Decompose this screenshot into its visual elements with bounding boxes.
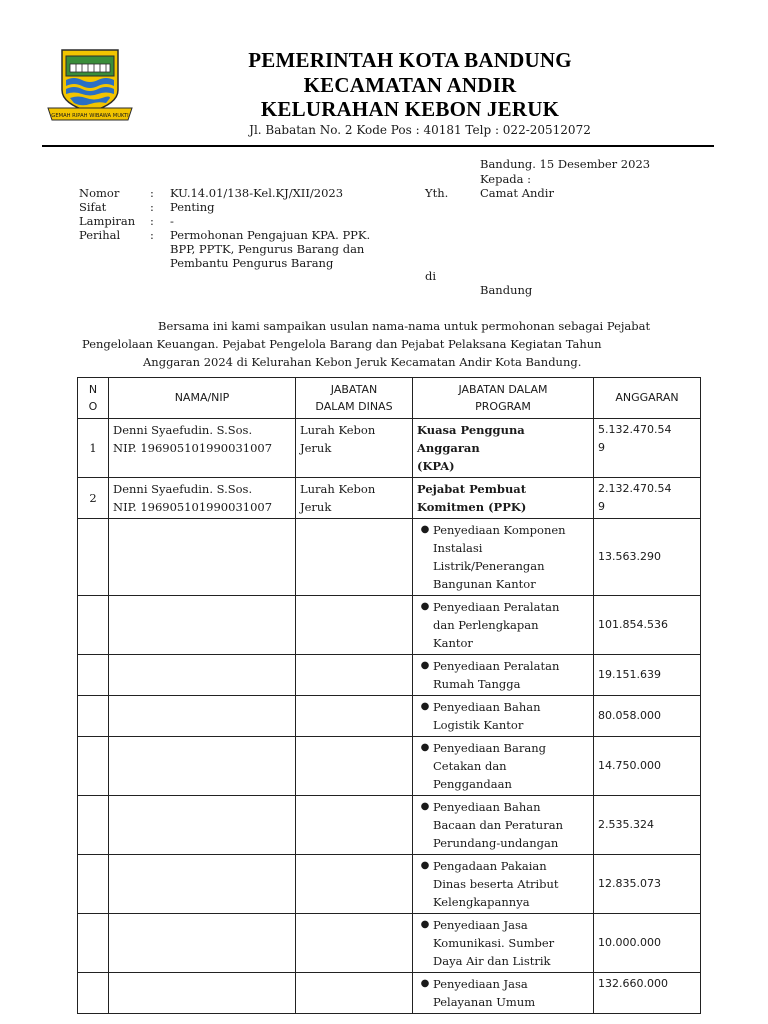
activity-line: Penyediaan Peralatan <box>433 659 560 673</box>
anggaran-line1: 5.132.470.54 <box>598 423 672 436</box>
program-line2: Komitmen (PPK) <box>417 500 527 514</box>
activity-line: Pengadaan Pakaian <box>433 859 547 873</box>
field-colon: : <box>150 200 154 214</box>
table-header-row <box>78 378 701 419</box>
activity-line: Perundang-undangan <box>433 836 559 850</box>
activity-amount: 13.563.290 <box>594 519 701 596</box>
bullet-icon: ● <box>420 701 430 712</box>
row-nama <box>109 419 296 478</box>
official-nip: NIP. 196905101990031007 <box>113 500 273 514</box>
activity-line: Kantor <box>433 636 473 650</box>
table-row <box>78 519 701 596</box>
activity-cell <box>413 519 594 596</box>
col-header-nama: NAMA/NIP <box>109 378 296 419</box>
field-value-perihal-line3: Pembantu Pengurus Barang <box>170 256 334 270</box>
activity-amount: 2.535.324 <box>594 796 701 855</box>
di-label: di <box>425 269 437 283</box>
official-nip: NIP. 196905101990031007 <box>113 441 273 455</box>
anggaran-line2: 9 <box>598 441 605 454</box>
activity-cell <box>413 796 594 855</box>
field-label-nomor: Nomor <box>79 186 120 200</box>
col-header-no-line1: N <box>88 383 98 396</box>
activity-cell <box>413 696 594 737</box>
activity-line: Penyediaan Jasa <box>433 977 528 991</box>
activity-line: Listrik/Penerangan <box>433 559 545 573</box>
table-row <box>78 855 701 914</box>
bullet-icon: ● <box>420 524 430 535</box>
header-district: KECAMATAN ANDIR <box>303 73 517 97</box>
row-nama <box>109 478 296 519</box>
activity-line: dan Perlengkapan <box>433 618 539 632</box>
row-no: 1 <box>78 419 109 478</box>
activity-amount: 19.151.639 <box>594 655 701 696</box>
table-row <box>78 655 701 696</box>
field-colon: : <box>150 228 154 242</box>
anggaran-line2: 9 <box>598 500 605 513</box>
activity-cell <box>413 655 594 696</box>
bandung-city-emblem-icon <box>44 46 136 124</box>
activity-cell <box>413 855 594 914</box>
field-label-lampiran: Lampiran <box>79 214 136 228</box>
activity-line: Bangunan Kantor <box>433 577 536 591</box>
header-village: KELURAHAN KEBON JERUK <box>260 97 560 121</box>
bullet-icon: ● <box>420 919 430 930</box>
col-header-anggaran: ANGGARAN <box>594 378 701 419</box>
field-value-sifat: Penting <box>170 200 215 214</box>
field-label-sifat: Sifat <box>79 200 107 214</box>
row-jabatan <box>296 419 413 478</box>
activity-line: Penyediaan Komponen <box>433 523 566 537</box>
activity-line: Penyediaan Bahan <box>433 700 541 714</box>
col-header-jabatan-line1: JABATAN <box>330 383 378 396</box>
activity-cell <box>413 596 594 655</box>
activity-line: Penyediaan Barang <box>433 741 546 755</box>
row-anggaran <box>594 419 701 478</box>
jabatan-line2: Jeruk <box>300 441 332 455</box>
jabatan-line2: Jeruk <box>300 500 332 514</box>
allocation-table <box>77 377 701 1014</box>
field-value-perihal-line2: BPP, PPTK, Pengurus Barang dan <box>170 242 365 256</box>
bullet-icon: ● <box>420 601 430 612</box>
recipient-city: Bandung <box>480 283 533 297</box>
official-name: Denni Syaefudin. S.Sos. <box>113 423 253 437</box>
official-name: Denni Syaefudin. S.Sos. <box>113 482 253 496</box>
program-line2: (KPA) <box>417 459 455 473</box>
jabatan-line1: Lurah Kebon <box>300 482 376 496</box>
table-row <box>78 419 701 478</box>
header-address: Jl. Babatan No. 2 Kode Pos : 40181 Telp : 022-20512072 <box>249 123 591 137</box>
bullet-icon: ● <box>420 801 430 812</box>
body-paragraph-line2: Pengelolaan Keuangan. Pejabat Pengelola Barang dan Pejabat Pelaksana Kegiatan Tahun <box>82 337 602 351</box>
header-government: PEMERINTAH KOTA BANDUNG <box>248 48 572 72</box>
col-header-program-line2: PROGRAM <box>475 400 531 413</box>
col-header-no-line2: O <box>88 400 98 413</box>
activity-line: Rumah Tangga <box>433 677 521 691</box>
row-jabatan <box>296 478 413 519</box>
activity-line: Cetakan dan <box>433 759 507 773</box>
field-colon: : <box>150 186 154 200</box>
activity-line: Daya Air dan Listrik <box>433 954 551 968</box>
table-row <box>78 796 701 855</box>
activity-line: Dinas beserta Atribut <box>433 877 559 891</box>
activity-amount: 101.854.536 <box>594 596 701 655</box>
activity-line: Penggandaan <box>433 777 512 791</box>
activity-line: Penyediaan Peralatan <box>433 600 560 614</box>
table-row <box>78 973 701 1014</box>
col-header-program-line1: JABATAN DALAM <box>458 383 548 396</box>
program-line1: Kuasa Pengguna Anggaran <box>417 423 525 455</box>
activity-line: Bacaan dan Peraturan <box>433 818 563 832</box>
activity-cell <box>413 737 594 796</box>
activity-amount: 132.660.000 <box>594 973 701 1014</box>
body-paragraph-line3: Anggaran 2024 di Kelurahan Kebon Jeruk Kecamatan Andir Kota Bandung. <box>143 355 582 369</box>
col-header-no <box>78 378 109 419</box>
row-no: 2 <box>78 478 109 519</box>
anggaran-line1: 2.132.470.54 <box>598 482 672 495</box>
field-label-perihal: Perihal <box>79 228 121 242</box>
activity-line: Penyediaan Bahan <box>433 800 541 814</box>
col-header-jabatan <box>296 378 413 419</box>
activity-line: Instalasi <box>433 541 483 555</box>
activity-amount: 14.750.000 <box>594 737 701 796</box>
table-row <box>78 914 701 973</box>
recipient-name: Camat Andir <box>480 186 554 200</box>
bullet-icon: ● <box>420 860 430 871</box>
table-row <box>78 696 701 737</box>
program-line1: Pejabat Pembuat <box>417 482 527 496</box>
row-program <box>413 419 594 478</box>
yth-label: Yth. <box>425 186 449 200</box>
field-value-lampiran: - <box>170 214 174 228</box>
field-value-perihal: Permohonan Pengajuan KPA. PPK. <box>170 228 371 242</box>
table-row <box>78 737 701 796</box>
activity-line: Pelayanan Umum <box>433 995 536 1009</box>
jabatan-line1: Lurah Kebon <box>300 423 376 437</box>
col-header-program <box>413 378 594 419</box>
activity-amount: 80.058.000 <box>594 696 701 737</box>
table-row <box>78 478 701 519</box>
kepada-label: Kepada : <box>480 172 532 186</box>
bullet-icon: ● <box>420 742 430 753</box>
body-paragraph-line1: Bersama ini kami sampaikan usulan nama-nama untuk permohonan sebagai Pejabat <box>158 319 651 333</box>
activity-line: Penyediaan Jasa <box>433 918 528 932</box>
row-anggaran <box>594 478 701 519</box>
logo-motto: GEMAH RIPAH WIBAWA MUKTI <box>51 113 129 119</box>
bullet-icon: ● <box>420 660 430 671</box>
col-header-jabatan-line2: DALAM DINAS <box>315 400 393 413</box>
row-program <box>413 478 594 519</box>
header-divider <box>42 145 714 147</box>
activity-cell <box>413 914 594 973</box>
activity-cell <box>413 973 594 1014</box>
letter-date: Bandung. 15 Desember 2023 <box>480 157 651 171</box>
activity-line: Logistik Kantor <box>433 718 524 732</box>
table-row <box>78 596 701 655</box>
bullet-icon: ● <box>420 978 430 989</box>
field-colon: : <box>150 214 154 228</box>
activity-line: Kelengkapannya <box>433 895 530 909</box>
field-value-nomor: KU.14.01/138-Kel.KJ/XII/2023 <box>170 186 344 200</box>
activity-amount: 12.835.073 <box>594 855 701 914</box>
activity-amount: 10.000.000 <box>594 914 701 973</box>
activity-line: Komunikasi. Sumber <box>433 936 555 950</box>
